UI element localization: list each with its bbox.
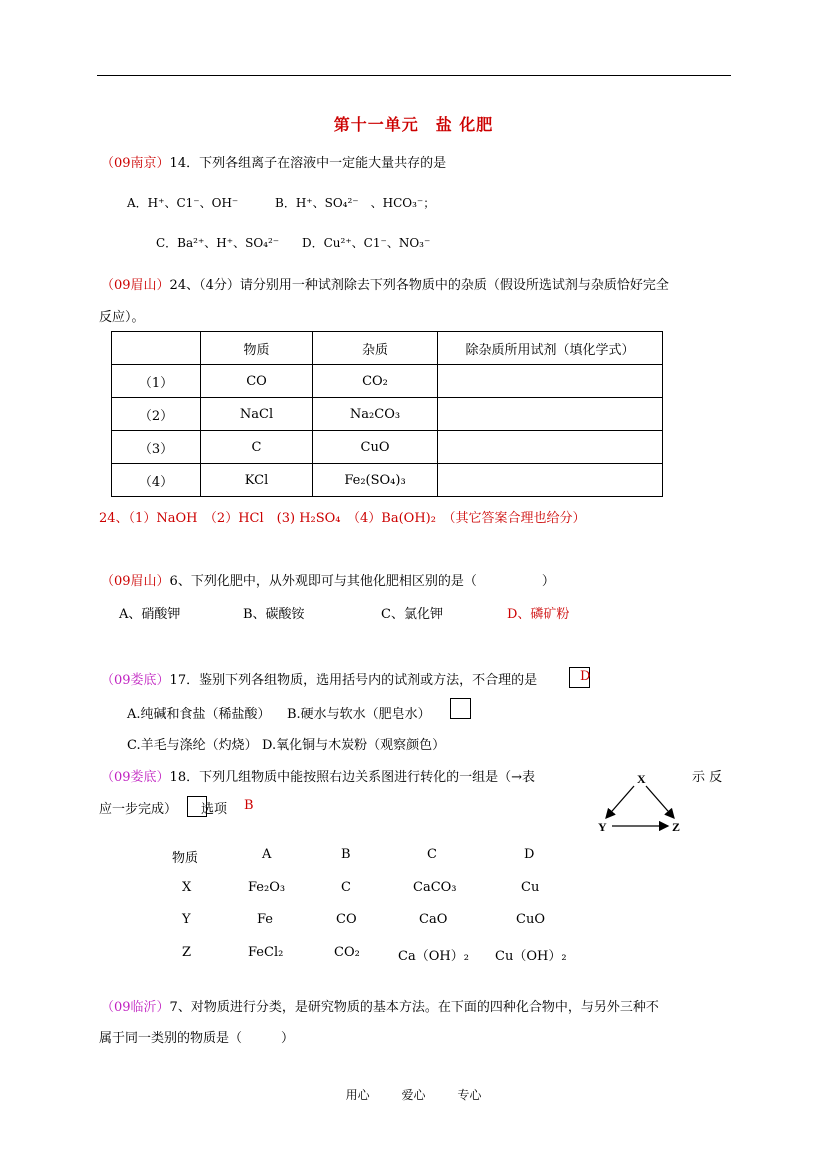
q18-answer: B: [244, 798, 254, 813]
diagram-node-z: Z: [672, 820, 681, 834]
table-header-cell: 物质: [172, 851, 199, 866]
q17-answer: D: [580, 669, 591, 684]
q7-source: （09临沂）: [101, 1000, 170, 1015]
q24-stem-line1: 24、（4分）请分别用一种试剂除去下列各物质中的杂质（假设所选试剂与杂质恰好完全: [169, 278, 669, 293]
arrow-x-to-y: [606, 786, 634, 818]
q14-option-b: B．H⁺、SO₄²⁻ 、HCO₃⁻；: [275, 196, 436, 210]
table-cell[interactable]: [438, 365, 663, 398]
table-cell: Ca（OH）₂: [398, 949, 469, 964]
question-7: [101, 996, 659, 1015]
table-row: [112, 431, 663, 464]
table-row: [112, 365, 663, 398]
question-24: [101, 274, 669, 293]
q14-option-c: C．Ba²⁺、H⁺、SO₄²⁻: [156, 236, 280, 250]
q7-stem-line2: 属于同一类别的物质是（ ）: [99, 1031, 295, 1046]
q17-option-d: D.氧化铜与木炭粉（观察颜色）: [262, 738, 446, 753]
q17-option-c: C.羊毛与涤纶（灼烧）: [127, 738, 258, 753]
q6-option-a: A、硝酸钾: [119, 607, 181, 622]
table-cell: CuO: [516, 912, 545, 927]
footer-text-2: 爱心: [401, 1088, 426, 1102]
table-cell: Z: [182, 945, 192, 960]
table-cell: Fe: [257, 912, 274, 927]
page-footer: [0, 1086, 827, 1103]
table-cell: CaO: [419, 912, 448, 927]
table-header-cell: B: [341, 847, 351, 862]
diagram-node-y: Y: [598, 820, 607, 834]
table-cell: （3）: [112, 431, 201, 464]
q18-stem-line1: 18．下列几组物质中能按照右边关系图进行转化的一组是（→表: [169, 770, 535, 785]
q18-source: （09娄底）: [101, 770, 170, 785]
table-header-cell: 物质: [201, 332, 313, 365]
table-cell: Cu（OH）₂: [495, 949, 567, 964]
q24-table: [111, 331, 663, 497]
table-cell: Fe₂O₃: [248, 880, 286, 895]
q17-option-b: B.硬水与软水（肥皂水）: [287, 707, 431, 722]
q14-source: （09南京）: [101, 156, 170, 171]
table-header-cell: 除杂质所用试剂（填化学式）: [438, 332, 663, 365]
page-title: 第十一单元 盐 化肥: [333, 115, 494, 134]
table-cell: CO: [336, 912, 357, 927]
q6-option-d: D、磷矿粉: [507, 607, 570, 622]
table-cell: Fe₂(SO₄)₃: [313, 464, 438, 497]
q18-stem-option: 选项: [201, 802, 228, 817]
q7-stem-line1: 7、对物质进行分类，是研究物质的基本方法。在下面的四种化合物中，与另外三种不: [169, 1000, 659, 1015]
footer-text-3: 专心: [457, 1088, 482, 1102]
table-header-cell: A: [262, 847, 272, 862]
question-6: [101, 570, 555, 589]
table-cell: CuO: [313, 431, 438, 464]
footer-text-1: 用心: [345, 1088, 370, 1102]
table-cell: Na₂CO₃: [313, 398, 438, 431]
table-header-cell: 杂质: [313, 332, 438, 365]
table-cell: C: [201, 431, 313, 464]
table-cell: CO: [201, 365, 313, 398]
table-cell: （2）: [112, 398, 201, 431]
q6-source: （09眉山）: [101, 574, 170, 589]
q18-relation-diagram: [590, 768, 690, 838]
question-17: [101, 669, 537, 688]
table-cell: Y: [182, 912, 191, 927]
table-cell: NaCl: [201, 398, 313, 431]
question-14: [101, 152, 446, 171]
diagram-node-x: X: [637, 772, 646, 786]
q6-option-b: B、碳酸铵: [243, 607, 305, 622]
q18-stem-tail: 示 反: [692, 770, 723, 785]
table-cell: Cu: [521, 880, 540, 895]
q24-answer: 24、（1）NaOH （2）HCl (3) H₂SO₄ （4）Ba(OH)₂ （其它答案合理也给分）: [99, 511, 586, 526]
table-cell: CaCO₃: [413, 880, 457, 895]
q14-option-a: A．H⁺、C1⁻、OH⁻: [127, 196, 239, 210]
table-cell: FeCl₂: [248, 945, 284, 960]
q17-option-b-box[interactable]: [450, 698, 471, 719]
q17-option-a: A.纯碱和食盐（稀盐酸）: [127, 707, 271, 722]
table-cell: CO₂: [313, 365, 438, 398]
table-cell: （4）: [112, 464, 201, 497]
table-row: [112, 398, 663, 431]
table-cell: C: [341, 880, 351, 895]
q17-stem: 17．鉴别下列各组物质，选用括号内的试剂或方法，不合理的是: [169, 673, 538, 688]
table-cell: CO₂: [334, 945, 360, 960]
q24-stem-line2: 反应）。: [99, 310, 145, 325]
table-cell: KCl: [201, 464, 313, 497]
table-cell: X: [182, 880, 192, 895]
table-row: [112, 332, 663, 365]
question-18: [101, 766, 535, 785]
q6-option-c: C、氯化钾: [381, 607, 443, 622]
table-row: [112, 464, 663, 497]
q24-source: （09眉山）: [101, 278, 170, 293]
q6-stem: 6、下列化肥中，从外观即可与其他化肥相区别的是（ ）: [169, 574, 555, 589]
arrow-x-to-z: [646, 786, 674, 818]
table-cell: （1）: [112, 365, 201, 398]
q18-stem-line2: 应一步完成）: [99, 802, 178, 817]
table-header-cell: D: [524, 847, 535, 862]
table-cell[interactable]: [438, 398, 663, 431]
q17-source: （09娄底）: [101, 673, 170, 688]
header-rule: [97, 75, 731, 76]
table-header-cell: C: [427, 847, 437, 862]
table-cell[interactable]: [438, 431, 663, 464]
table-cell[interactable]: [438, 464, 663, 497]
q14-stem: 14．下列各组离子在溶液中一定能大量共存的是: [169, 156, 447, 171]
table-header-cell: [112, 332, 201, 365]
q14-option-d: D．Cu²⁺、C1⁻、NO₃⁻: [302, 236, 431, 250]
